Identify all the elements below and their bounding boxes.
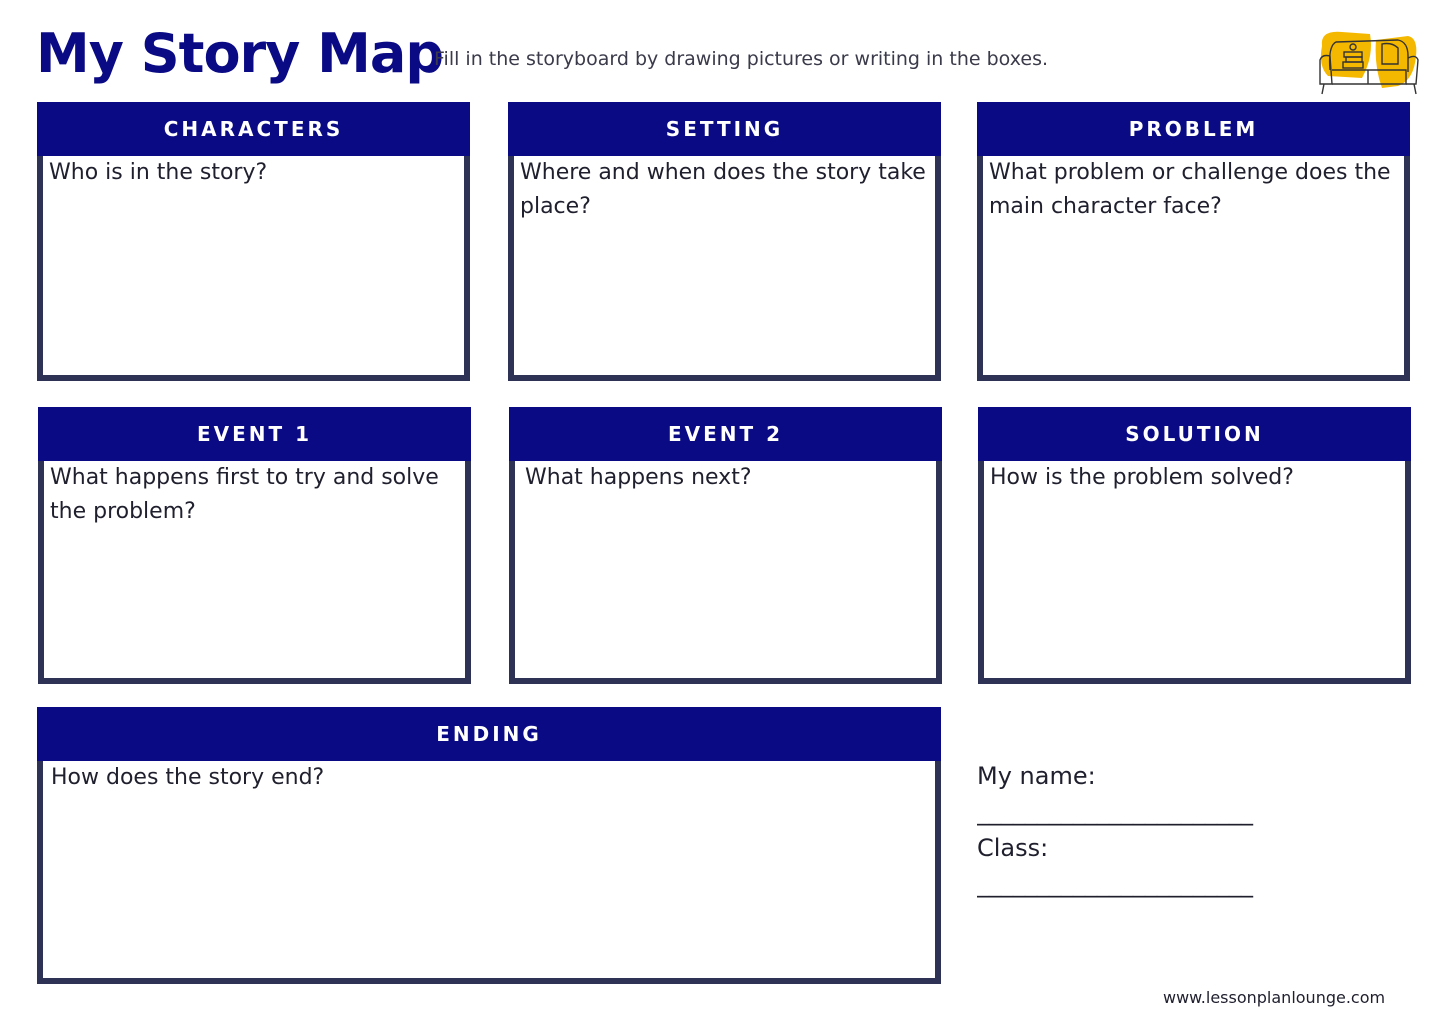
- setting-box: [508, 102, 941, 381]
- ending-box: [37, 707, 941, 984]
- event1-box: [38, 407, 471, 684]
- class-blank-line[interactable]: _______________________: [977, 870, 1253, 898]
- characters-answer-area[interactable]: [37, 156, 470, 381]
- event1-header: EVENT 1: [38, 407, 471, 461]
- event2-prompt: What happens next?: [525, 465, 752, 490]
- problem-header: PROBLEM: [977, 102, 1410, 156]
- setting-prompt: Where and when does the story take place?: [520, 160, 926, 219]
- solution-box: [978, 407, 1411, 684]
- characters-header: CHARACTERS: [37, 102, 470, 156]
- ending-prompt: How does the story end?: [51, 765, 325, 790]
- problem-answer-area[interactable]: [977, 156, 1410, 381]
- characters-box: [37, 102, 470, 381]
- event2-header: EVENT 2: [509, 407, 942, 461]
- event1-answer-area[interactable]: [38, 461, 471, 684]
- name-blank-line[interactable]: _______________________: [977, 798, 1253, 826]
- solution-prompt: How is the problem solved?: [990, 465, 1294, 490]
- reading-armchair-icon: [1312, 26, 1422, 98]
- ending-answer-area[interactable]: [37, 761, 941, 984]
- problem-prompt: What problem or challenge does the main character face?: [989, 160, 1391, 219]
- page-title: My Story Map: [36, 22, 444, 85]
- event2-answer-area[interactable]: [509, 461, 942, 684]
- solution-answer-area[interactable]: [978, 461, 1411, 684]
- setting-answer-area[interactable]: [508, 156, 941, 381]
- student-info: [977, 758, 1307, 902]
- event1-prompt: What happens first to try and solve the problem?: [50, 465, 439, 524]
- characters-prompt: Who is in the story?: [49, 160, 268, 185]
- ending-header: ENDING: [37, 707, 941, 761]
- event2-box: [509, 407, 942, 684]
- name-label: My name:: [977, 762, 1096, 790]
- problem-box: [977, 102, 1410, 381]
- website-footer: www.lessonplanlounge.com: [1163, 988, 1386, 1007]
- class-label: Class:: [977, 834, 1049, 862]
- setting-header: SETTING: [508, 102, 941, 156]
- page-instructions: Fill in the storyboard by drawing pictures or writing in the boxes.: [434, 48, 1049, 70]
- solution-header: SOLUTION: [978, 407, 1411, 461]
